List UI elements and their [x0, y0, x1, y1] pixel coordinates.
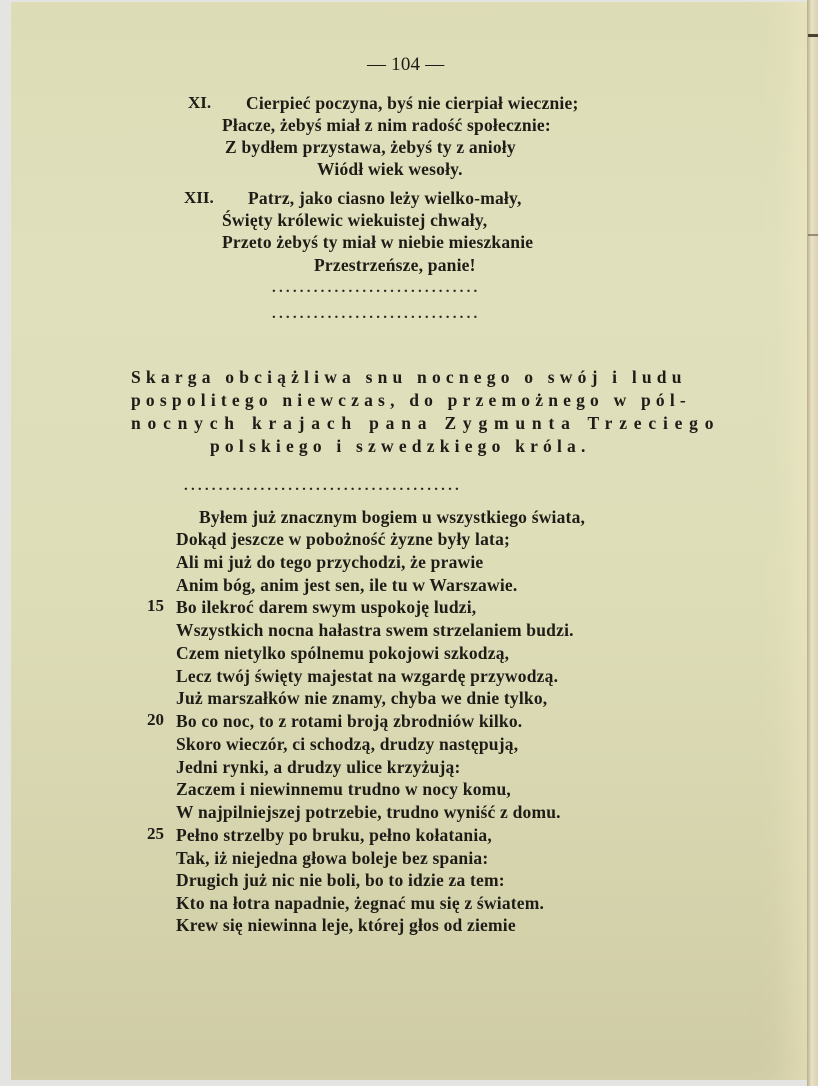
- verse-line: Święty królewic wiekuistej chwały,: [222, 210, 488, 230]
- poem-title-line: Skarga obciążliwa snu nocnego o swój i ludu: [131, 367, 687, 387]
- ellipsis-separator: ..............................: [272, 280, 481, 296]
- ellipsis-separator: ........................................: [184, 478, 462, 494]
- poem-line: Byłem już znacznym bogiem u wszystkiego świata,: [199, 507, 586, 527]
- page-edge-mark: [808, 234, 818, 236]
- poem-title-line: pospolitego niewczas, do przemożnego w pól-: [131, 390, 691, 410]
- page-number: — 104 —: [367, 54, 445, 75]
- poem-line: Tak, iż niejedna głowa boleje bez spania:: [176, 848, 489, 868]
- poem-title-line: polskiego i szwedzkiego króla.: [210, 436, 591, 456]
- poem-line: W najpilniejszej potrzebie, trudno wyniść z domu.: [176, 802, 561, 822]
- adjacent-page-edge: [807, 0, 818, 1086]
- poem-line: Drugich już nic nie boli, bo to idzie za tem:: [176, 870, 505, 890]
- verse-line: Płacze, żebyś miał z nim radość społecznie:: [222, 115, 551, 135]
- poem-line: Lecz twój święty majestat na wzgardę przywodzą.: [176, 666, 559, 686]
- verse-line: Przestrzeńsze, panie!: [314, 255, 476, 275]
- stanza-numeral: XII.: [184, 188, 214, 207]
- verse-line: Z bydłem przystawa, żebyś ty z anioły: [225, 137, 516, 157]
- line-number: 20: [147, 710, 164, 729]
- poem-line: Anim bóg, anim jest sen, ile tu w Warszawie.: [176, 575, 518, 595]
- poem-line: Skoro wieczór, ci schodzą, drudzy następują,: [176, 734, 519, 754]
- poem-line: Pełno strzelby po bruku, pełno kołatania,: [176, 825, 492, 845]
- page-edge-mark: [808, 34, 818, 37]
- verse-line: Cierpieć poczyna, byś nie cierpiał wiecznie;: [246, 93, 579, 113]
- verse-line: Patrz, jako ciasno leży wielko-mały,: [248, 188, 522, 208]
- poem-line: Zaczem i niewinnemu trudno w nocy komu,: [176, 779, 511, 799]
- poem-line: Jedni rynki, a drudzy ulice krzyżują:: [176, 757, 461, 777]
- verse-line: Wiódł wiek wesoły.: [317, 159, 463, 179]
- line-number: 15: [147, 596, 164, 615]
- poem-line: Wszystkich nocna hałastra swem strzelaniem budzi.: [176, 620, 574, 640]
- ellipsis-separator: ..............................: [272, 306, 481, 322]
- poem-line: Ali mi już do tego przychodzi, że prawie: [176, 552, 484, 572]
- stanza-numeral: XI.: [188, 93, 212, 112]
- poem-line: Bo co noc, to z rotami broją zbrodniów kilko.: [176, 711, 523, 731]
- line-number: 25: [147, 824, 164, 843]
- poem-title-line: nocnych krajach pana Zygmunta Trzeciego: [131, 413, 721, 433]
- poem-line: Dokąd jeszcze w pobożność żyzne były lata;: [176, 529, 511, 549]
- poem-line: Bo ilekroć darem swym uspokoję ludzi,: [176, 597, 477, 617]
- poem-line: Kto na łotra napadnie, żegnać mu się z światem.: [176, 893, 545, 913]
- verse-line: Przeto żebyś ty miał w niebie mieszkanie: [222, 232, 534, 252]
- poem-line: Krew się niewinna leje, której głos od ziemie: [176, 915, 516, 935]
- poem-line: Czem nietylko spólnemu pokojowi szkodzą,: [176, 643, 510, 663]
- poem-line: Już marszałków nie znamy, chyba we dnie tylko,: [176, 688, 548, 708]
